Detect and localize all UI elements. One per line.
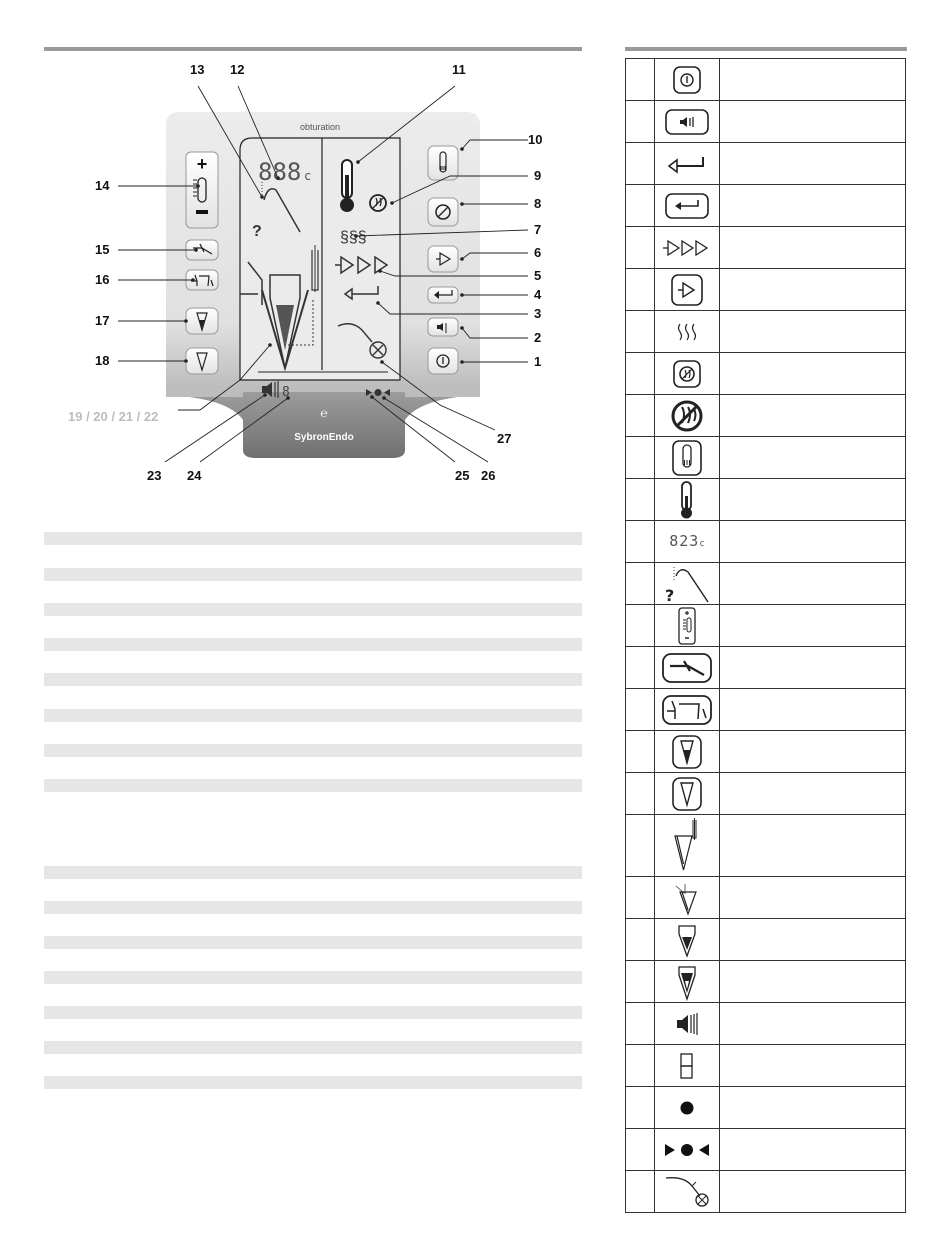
callout-18: 18 [95,353,110,368]
thermometer-icon [340,160,354,212]
handpiece-button-icon [655,647,720,689]
temperature-readout: 888 [258,158,302,186]
table-row [626,1171,906,1213]
cone-partial-button[interactable] [186,308,218,334]
table-row [626,395,906,437]
table-row [626,101,906,143]
table-row [626,815,906,877]
description-stripe [44,568,582,581]
callout-10: 10 [528,132,543,147]
table-row [626,479,906,521]
handpiece-icon [655,1171,720,1213]
callout-6: 6 [534,245,542,260]
volume-button-icon [655,101,720,143]
no-heat-icon [655,395,720,437]
callout-25: 25 [455,468,470,483]
callout-12: 12 [230,62,245,77]
cone-partial-button-icon [655,731,720,773]
table-row [626,605,906,647]
table-row [626,143,906,185]
description-stripe [44,603,582,616]
temperature-adjust-button-icon [655,605,720,647]
callout-26: 26 [481,468,496,483]
heat-thermometer-button[interactable] [428,146,458,180]
heat-thermometer-button-icon [655,437,720,479]
callout-13: 13 [190,62,205,77]
brand-logo-icon: ℮ [320,406,328,420]
dot-icon [655,1087,720,1129]
thermometer-icon [655,479,720,521]
description-stripe [44,744,582,757]
description-stripe [44,1076,582,1089]
control-panel-diagram [0,0,600,500]
heat-waves-icon [655,311,720,353]
callout-23: 23 [147,468,162,483]
return-button[interactable] [428,287,458,303]
cone-empty-button-icon [655,773,720,815]
cone-full-fill-icon [655,961,720,1003]
return-arrow-icon [655,143,720,185]
arrows-dot-icon [655,1129,720,1171]
mode-label: obturation [299,122,341,132]
segment-digit-icon [655,1045,720,1087]
callout-19-22: 19 / 20 / 21 / 22 [68,409,159,424]
description-stripe [44,866,582,879]
icon-legend-table [625,58,906,1213]
triple-arrow-icon [655,227,720,269]
cone-partial-fill-icon [655,919,720,961]
power-button-icon [655,59,720,101]
cone-with-plugger-icon [655,815,720,877]
table-row [626,227,906,269]
no-heat-button[interactable] [428,198,458,226]
svg-text:?: ? [665,585,675,604]
description-stripe [44,936,582,949]
downpack-button-icon [655,689,720,731]
return-button-icon [655,185,720,227]
cone-empty-icon [655,877,720,919]
table-row [626,689,906,731]
callout-17: 17 [95,313,110,328]
mini-display-unit: c [699,539,705,549]
volume-button[interactable] [428,318,458,336]
svg-text:+: + [196,154,208,174]
temperature-unit: c [304,169,312,183]
table-row [626,919,906,961]
question-curve-icon [655,563,720,605]
table-row [626,1087,906,1129]
callout-9: 9 [534,168,542,183]
description-stripe [44,779,582,792]
table-row [626,185,906,227]
table-row [626,437,906,479]
description-stripe [44,1006,582,1019]
table-row [626,269,906,311]
callout-7: 7 [534,222,542,237]
table-row [626,961,906,1003]
callout-5: 5 [534,268,542,283]
table-row [626,59,906,101]
callout-1: 1 [534,354,542,369]
callout-16: 16 [95,272,110,287]
description-stripe [44,709,582,722]
table-row [626,877,906,919]
table-row [626,311,906,353]
callout-8: 8 [534,196,542,211]
mini-display-digits: 823 [669,532,700,550]
power-button[interactable] [428,348,458,374]
description-stripe [44,971,582,984]
heat-waves-icon: §§§ [340,229,367,246]
svg-text:?: ? [252,223,262,240]
table-row [626,731,906,773]
segment-digit: 8 [282,385,290,400]
callout-14: 14 [95,178,110,193]
table-row [626,563,906,605]
temperature-display-icon [655,521,720,563]
table-row [626,1045,906,1087]
description-stripe [44,532,582,545]
temperature-adjust-button[interactable] [186,152,218,228]
table-row [626,353,906,395]
brand-name: SybronEndo [294,432,354,443]
table-row [626,773,906,815]
description-stripe [44,901,582,914]
forward-button-icon [655,269,720,311]
callout-27: 27 [497,431,512,446]
callout-24: 24 [187,468,202,483]
table-row [626,1129,906,1171]
section-rule-right [625,47,907,51]
description-stripe [44,638,582,651]
cone-empty-button[interactable] [186,348,218,374]
table-row [626,647,906,689]
forward-button[interactable] [428,246,458,272]
table-row [626,1003,906,1045]
description-stripe [44,673,582,686]
description-stripe [44,1041,582,1054]
table-row [626,521,906,563]
no-heat-button-icon [655,353,720,395]
callout-3: 3 [534,306,542,321]
callout-15: 15 [95,242,110,257]
callout-11: 11 [452,62,466,77]
callout-4: 4 [534,287,542,302]
callout-2: 2 [534,330,542,345]
speaker-volume-icon [655,1003,720,1045]
